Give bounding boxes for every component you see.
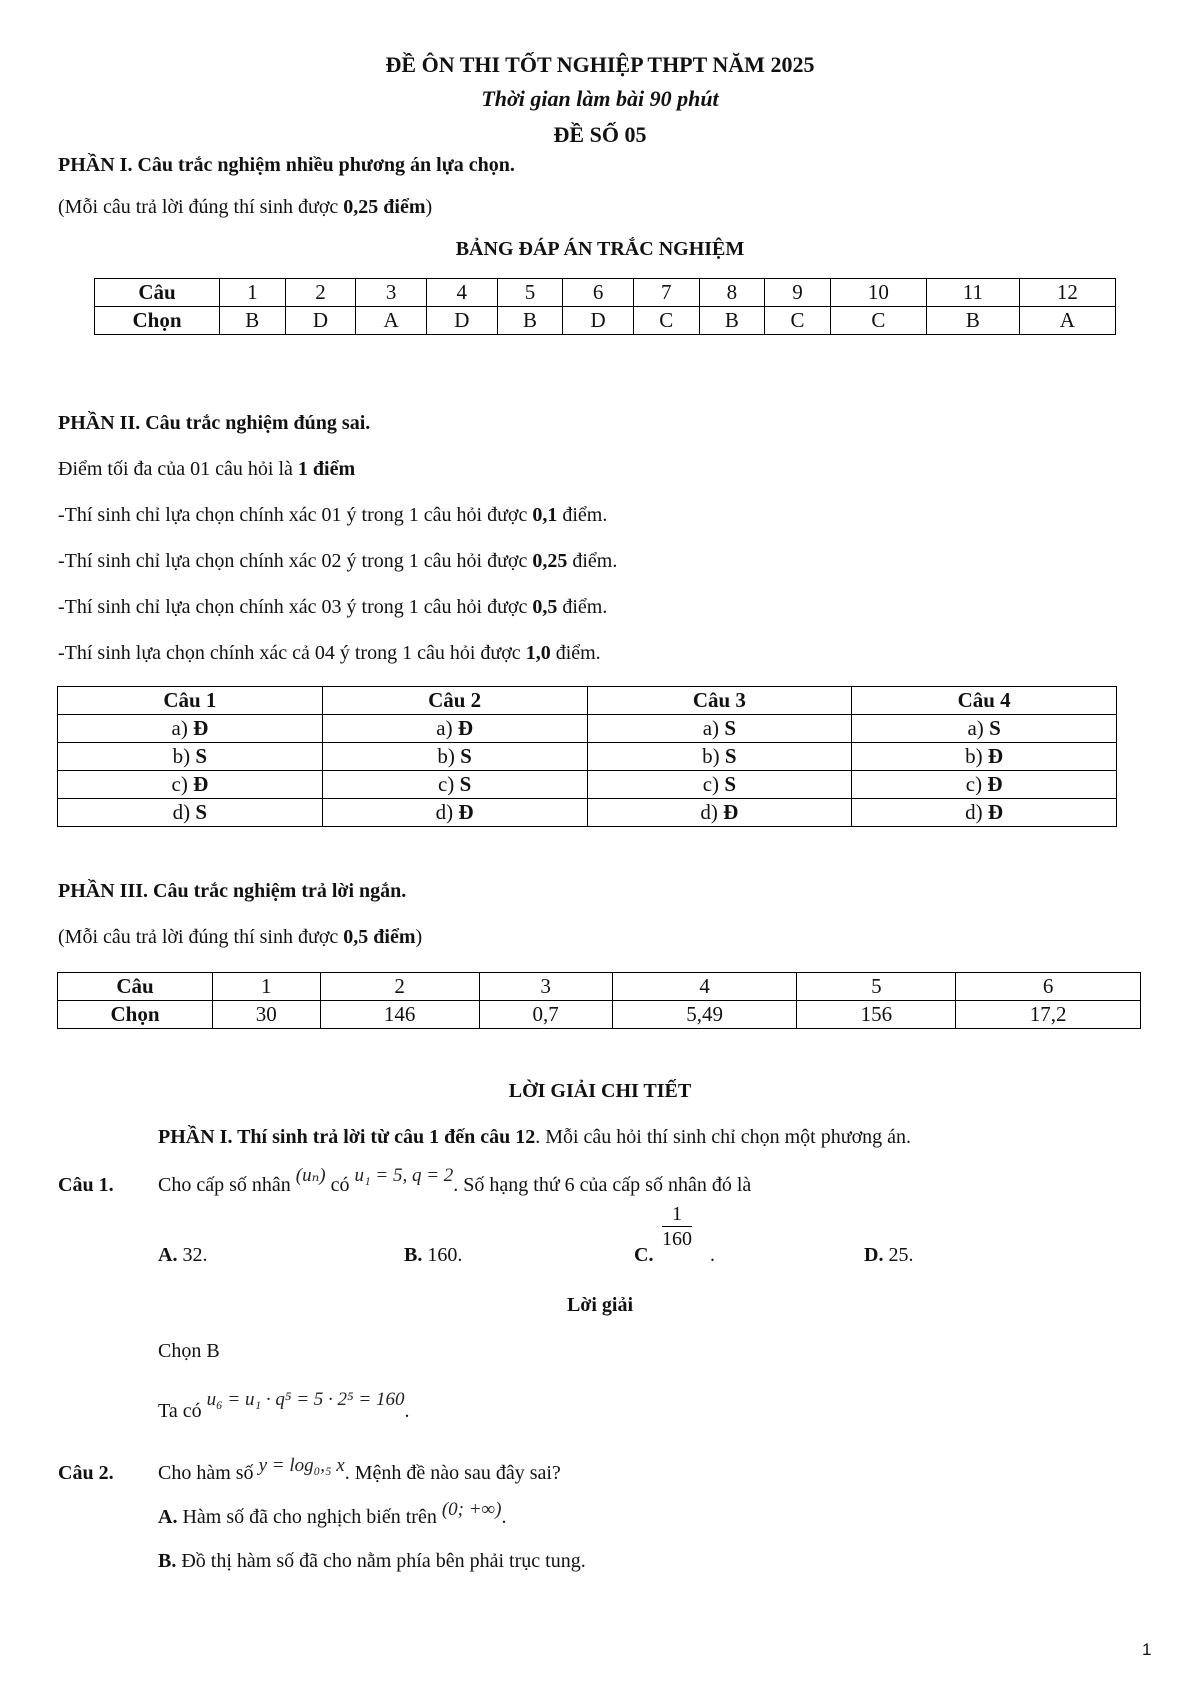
part2-rule: -Thí sinh lựa chọn chính xác cả 04 ý trong 1 câu hỏi được 1,0 điểm.: [58, 642, 601, 664]
tf-cell: c) S: [587, 771, 852, 799]
question-2-text: Cho hàm số y = log₀,₅ x. Mệnh đề nào sau đây sai?: [158, 1455, 561, 1484]
header-cell: Câu 2: [322, 687, 587, 715]
question-cell: 12: [1019, 279, 1115, 307]
question-1-choice: Chọn B: [158, 1340, 220, 1362]
tf-cell: b) S: [58, 743, 323, 771]
row-label-answer: Chọn: [58, 1001, 213, 1029]
question-cell: 6: [563, 279, 634, 307]
row-label-question: Câu: [95, 279, 220, 307]
question-cell: 5: [797, 973, 956, 1001]
answer-cell: B: [699, 307, 765, 335]
tf-cell: c) Đ: [58, 771, 323, 799]
answer-cell: D: [426, 307, 497, 335]
question-1-option-d: D. 25.: [864, 1244, 914, 1266]
question-cell: 2: [320, 973, 479, 1001]
question-cell: 11: [926, 279, 1019, 307]
answer-table-title: BẢNG ĐÁP ÁN TRẮC NGHIỆM: [455, 238, 745, 260]
question-2-option-b: B. Đồ thị hàm số đã cho nằm phía bên phải trục tung.: [158, 1550, 586, 1572]
tf-cell: a) Đ: [322, 715, 587, 743]
answer-cell: C: [633, 307, 699, 335]
question-1-option-c-fraction: $\frac{1}{160}$: [662, 1203, 692, 1250]
answer-cell: B: [926, 307, 1019, 335]
answer-cell: 17,2: [956, 1001, 1141, 1029]
answer-cell: 146: [320, 1001, 479, 1029]
part2-rule: -Thí sinh chỉ lựa chọn chính xác 02 ý trong 1 câu hỏi được 0,25 điểm.: [58, 550, 618, 572]
question-cell: 6: [956, 973, 1141, 1001]
answer-cell: B: [497, 307, 563, 335]
header-cell: Câu 4: [852, 687, 1117, 715]
question-cell: 2: [285, 279, 356, 307]
question-1-label: Câu 1.: [58, 1174, 114, 1196]
tf-cell: c) Đ: [852, 771, 1117, 799]
question-cell: 3: [356, 279, 427, 307]
question-cell: 1: [213, 973, 321, 1001]
part1-scoring: (Mỗi câu trả lời đúng thí sinh được 0,25 điểm): [58, 196, 433, 218]
solutions-title: LỜI GIẢI CHI TIẾT: [508, 1080, 692, 1102]
answer-cell: D: [563, 307, 634, 335]
table-row: [95, 279, 1116, 307]
tf-cell: d) Đ: [587, 799, 852, 827]
question-1-text: Cho cấp số nhân (uₙ) có u₁ = 5, q = 2. Số hạng thứ 6 của cấp số nhân đó là: [158, 1165, 752, 1196]
answer-cell: A: [356, 307, 427, 335]
question-cell: 8: [699, 279, 765, 307]
question-2-option-a: A. Hàm số đã cho nghịch biến trên (0; +∞).: [158, 1499, 507, 1528]
table-row: [58, 973, 1141, 1001]
exam-title: ĐỀ ÔN THI TỐT NGHIỆP THPT NĂM 2025: [385, 52, 815, 77]
exam-number: ĐỀ SỐ 05: [553, 122, 647, 147]
table-row: [58, 715, 1117, 743]
question-cell: 7: [633, 279, 699, 307]
part1-answer-table: [94, 278, 1116, 335]
part1-heading: PHẦN I. Câu trắc nghiệm nhiều phương án lựa chọn.: [58, 154, 515, 176]
question-2-label: Câu 2.: [58, 1462, 114, 1484]
exam-time: Thời gian làm bài 90 phút: [481, 86, 719, 111]
tf-cell: d) S: [58, 799, 323, 827]
question-cell: 4: [426, 279, 497, 307]
header-cell: Câu 3: [587, 687, 852, 715]
table-row: [58, 771, 1117, 799]
part2-max-score: Điểm tối đa của 01 câu hỏi là 1 điểm: [58, 458, 356, 480]
tf-cell: d) Đ: [322, 799, 587, 827]
tf-cell: b) Đ: [852, 743, 1117, 771]
part2-heading: PHẦN II. Câu trắc nghiệm đúng sai.: [58, 412, 371, 434]
answer-cell: D: [285, 307, 356, 335]
question-1-work: Ta có u₆ = u₁ · q⁵ = 5 · 2⁵ = 160.: [158, 1389, 410, 1422]
tf-cell: c) S: [322, 771, 587, 799]
table-row: [58, 1001, 1141, 1029]
answer-cell: 5,49: [612, 1001, 797, 1029]
table-row: [58, 687, 1117, 715]
question-cell: 1: [220, 279, 286, 307]
part3-scoring: (Mỗi câu trả lời đúng thí sinh được 0,5 điểm): [58, 926, 423, 948]
solution-heading: Lời giải: [566, 1294, 634, 1316]
tf-cell: a) Đ: [58, 715, 323, 743]
row-label-answer: Chọn: [95, 307, 220, 335]
question-cell: 3: [479, 973, 612, 1001]
tf-cell: a) S: [587, 715, 852, 743]
question-cell: 9: [765, 279, 831, 307]
answer-cell: A: [1019, 307, 1115, 335]
question-1-option-c: C.: [634, 1244, 654, 1266]
part2-rule: -Thí sinh chỉ lựa chọn chính xác 01 ý trong 1 câu hỏi được 0,1 điểm.: [58, 504, 608, 526]
question-1-option-a: A. 32.: [158, 1244, 208, 1266]
answer-cell: 156: [797, 1001, 956, 1029]
row-label-question: Câu: [58, 973, 213, 1001]
tf-cell: b) S: [322, 743, 587, 771]
part2-rule: -Thí sinh chỉ lựa chọn chính xác 03 ý trong 1 câu hỏi được 0,5 điểm.: [58, 596, 608, 618]
question-cell: 4: [612, 973, 797, 1001]
part2-answer-table: [57, 686, 1117, 827]
part3-answer-table: [57, 972, 1141, 1029]
header-cell: Câu 1: [58, 687, 323, 715]
answer-cell: 30: [213, 1001, 321, 1029]
question-cell: 5: [497, 279, 563, 307]
solutions-intro: PHẦN I. Thí sinh trả lời từ câu 1 đến câu 12. Mỗi câu hỏi thí sinh chỉ chọn một phương án.: [158, 1126, 912, 1148]
table-row: [58, 799, 1117, 827]
part3-heading: PHẦN III. Câu trắc nghiệm trả lời ngắn.: [58, 880, 407, 902]
page-number: 1: [1142, 1640, 1152, 1659]
answer-cell: 0,7: [479, 1001, 612, 1029]
answer-cell: C: [830, 307, 926, 335]
question-1-option-b: B. 160.: [404, 1244, 463, 1266]
question-cell: 10: [830, 279, 926, 307]
answer-cell: B: [220, 307, 286, 335]
tf-cell: b) S: [587, 743, 852, 771]
tf-cell: a) S: [852, 715, 1117, 743]
tf-cell: d) Đ: [852, 799, 1117, 827]
answer-cell: C: [765, 307, 831, 335]
table-row: [95, 307, 1116, 335]
table-row: [58, 743, 1117, 771]
